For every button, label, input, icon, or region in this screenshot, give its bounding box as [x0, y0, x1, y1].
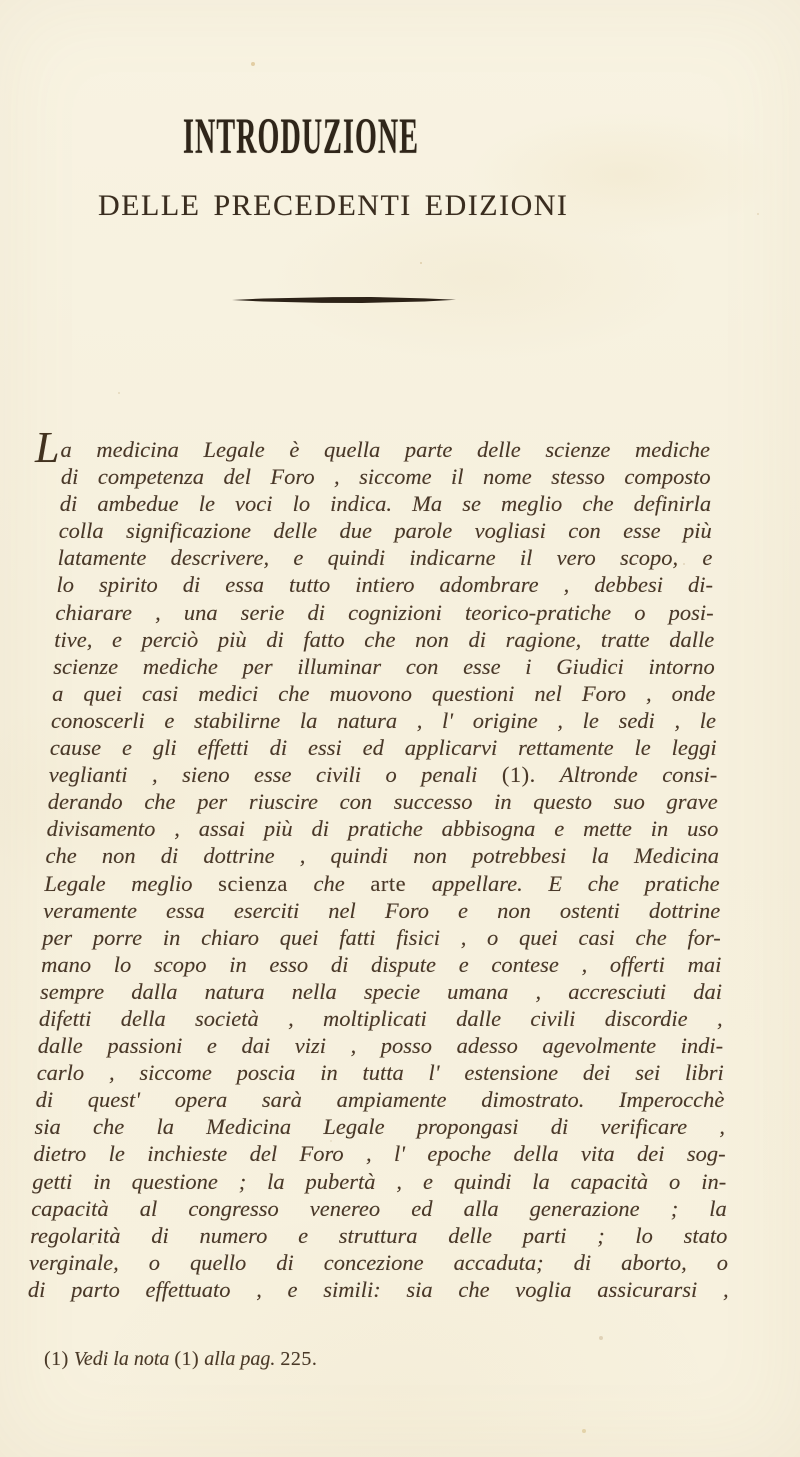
- body-line: mano lo scopo in esso di dispute e contese , offerti mai: [41, 951, 722, 977]
- body-line: dietro le inchieste del Foro , l' epoche della vita dei sog-: [33, 1141, 726, 1167]
- roman-word: scienza: [218, 870, 288, 896]
- body-line: cause e gli effetti di essi ed applicarvi rettamente le leggi: [49, 735, 717, 761]
- body-line: di competenza del Foro , siccome il nome stesso composto: [60, 464, 711, 490]
- page-subtitle: DELLE PRECEDENTI EDIZIONI: [98, 189, 569, 222]
- roman-word: 225.: [280, 1348, 318, 1370]
- roman-word: arte: [370, 870, 407, 896]
- body-line: sempre dalla natura nella specie umana , accresciuti dai: [40, 978, 722, 1004]
- drop-cap-initial: L: [35, 423, 60, 472]
- body-line: di quest' opera sarà ampiamente dimostrato. Imperocchè: [35, 1087, 725, 1113]
- body-line: verginale, o quello di concezione accaduta; di aborto, o: [29, 1249, 728, 1275]
- body-line: chiarare , una serie di cognizioni teorico-pratiche o posi-: [55, 599, 714, 625]
- body-line: derando che per riuscire con successo in questo suo grave: [47, 789, 718, 815]
- body-line: colla significazione delle due parole vogliasi con esse più: [58, 518, 712, 544]
- body-line: sia che la Medicina Legale propongasi di verificare ,: [34, 1114, 725, 1140]
- roman-word: (1): [44, 1348, 69, 1370]
- body-line: conoscerli e stabilirne la natura , l' origine , le sedi , le: [51, 707, 716, 733]
- body-text: [0, 423, 800, 1303]
- body-line: capacità al congresso venereo ed alla generazione ; la: [31, 1195, 727, 1221]
- body-line: divisamento , assai più di pratiche abbisogna e mette in uso: [46, 816, 719, 842]
- body-line: dalle passioni e dai vizi , posso adesso agevolmente indi-: [37, 1033, 724, 1059]
- body-line: La medicina Legale è quella parte delle scienze mediche: [35, 423, 710, 472]
- body-line: lo spirito di essa tutto intiero adombrare , debbesi di-: [56, 572, 713, 598]
- body-line: di parto effettuato , e simili: sia che voglia assicurarsi ,: [27, 1276, 729, 1302]
- page-title: INTRODUZIONE: [183, 109, 420, 165]
- body-line: di ambedue le voci lo indica. Ma se meglio che definirla: [59, 491, 712, 517]
- roman-word: (1): [174, 1348, 200, 1370]
- body-line: latamente descrivere, e quindi indicarne il vero scopo, e: [57, 545, 713, 571]
- body-line: tive, e perciò più di fatto che non di ragione, tratte dalle: [54, 626, 715, 652]
- body-line: difetti della società , moltiplicati dalle civili discordie ,: [38, 1005, 723, 1031]
- footnote: (1) Vedi la nota (1) alla pag. 225.: [44, 1348, 318, 1370]
- body-line: per porre in chiaro quei fatti fisici , o quei casi che for-: [42, 924, 721, 950]
- body-line: getti in questione ; la pubertà , e quindi la capacità o in-: [32, 1168, 727, 1194]
- body-line: a quei casi medici che muovono questioni nel Foro , onde: [52, 680, 716, 706]
- body-line: veramente essa eserciti nel Foro e non ostenti dottrine: [43, 897, 721, 923]
- roman-word: (1).: [501, 762, 536, 788]
- swelled-rule-divider: [232, 297, 456, 303]
- body-line: che non di dottrine , quindi non potrebbesi la Medicina: [45, 843, 719, 869]
- body-line: Legale meglio scienza che arte appellare. E che pratiche: [44, 870, 720, 896]
- paper-foxing-specks: [0, 0, 2, 2]
- body-line: regolarità di numero e struttura delle parti ; lo stato: [30, 1222, 728, 1248]
- body-line: veglianti , sieno esse civili o penali (1). Altronde consi-: [48, 762, 718, 788]
- body-line: scienze mediche per illuminar con esse i Giudici intorno: [53, 653, 715, 679]
- body-line: carlo , siccome poscia in tutta l' estensione dei sei libri: [36, 1060, 724, 1086]
